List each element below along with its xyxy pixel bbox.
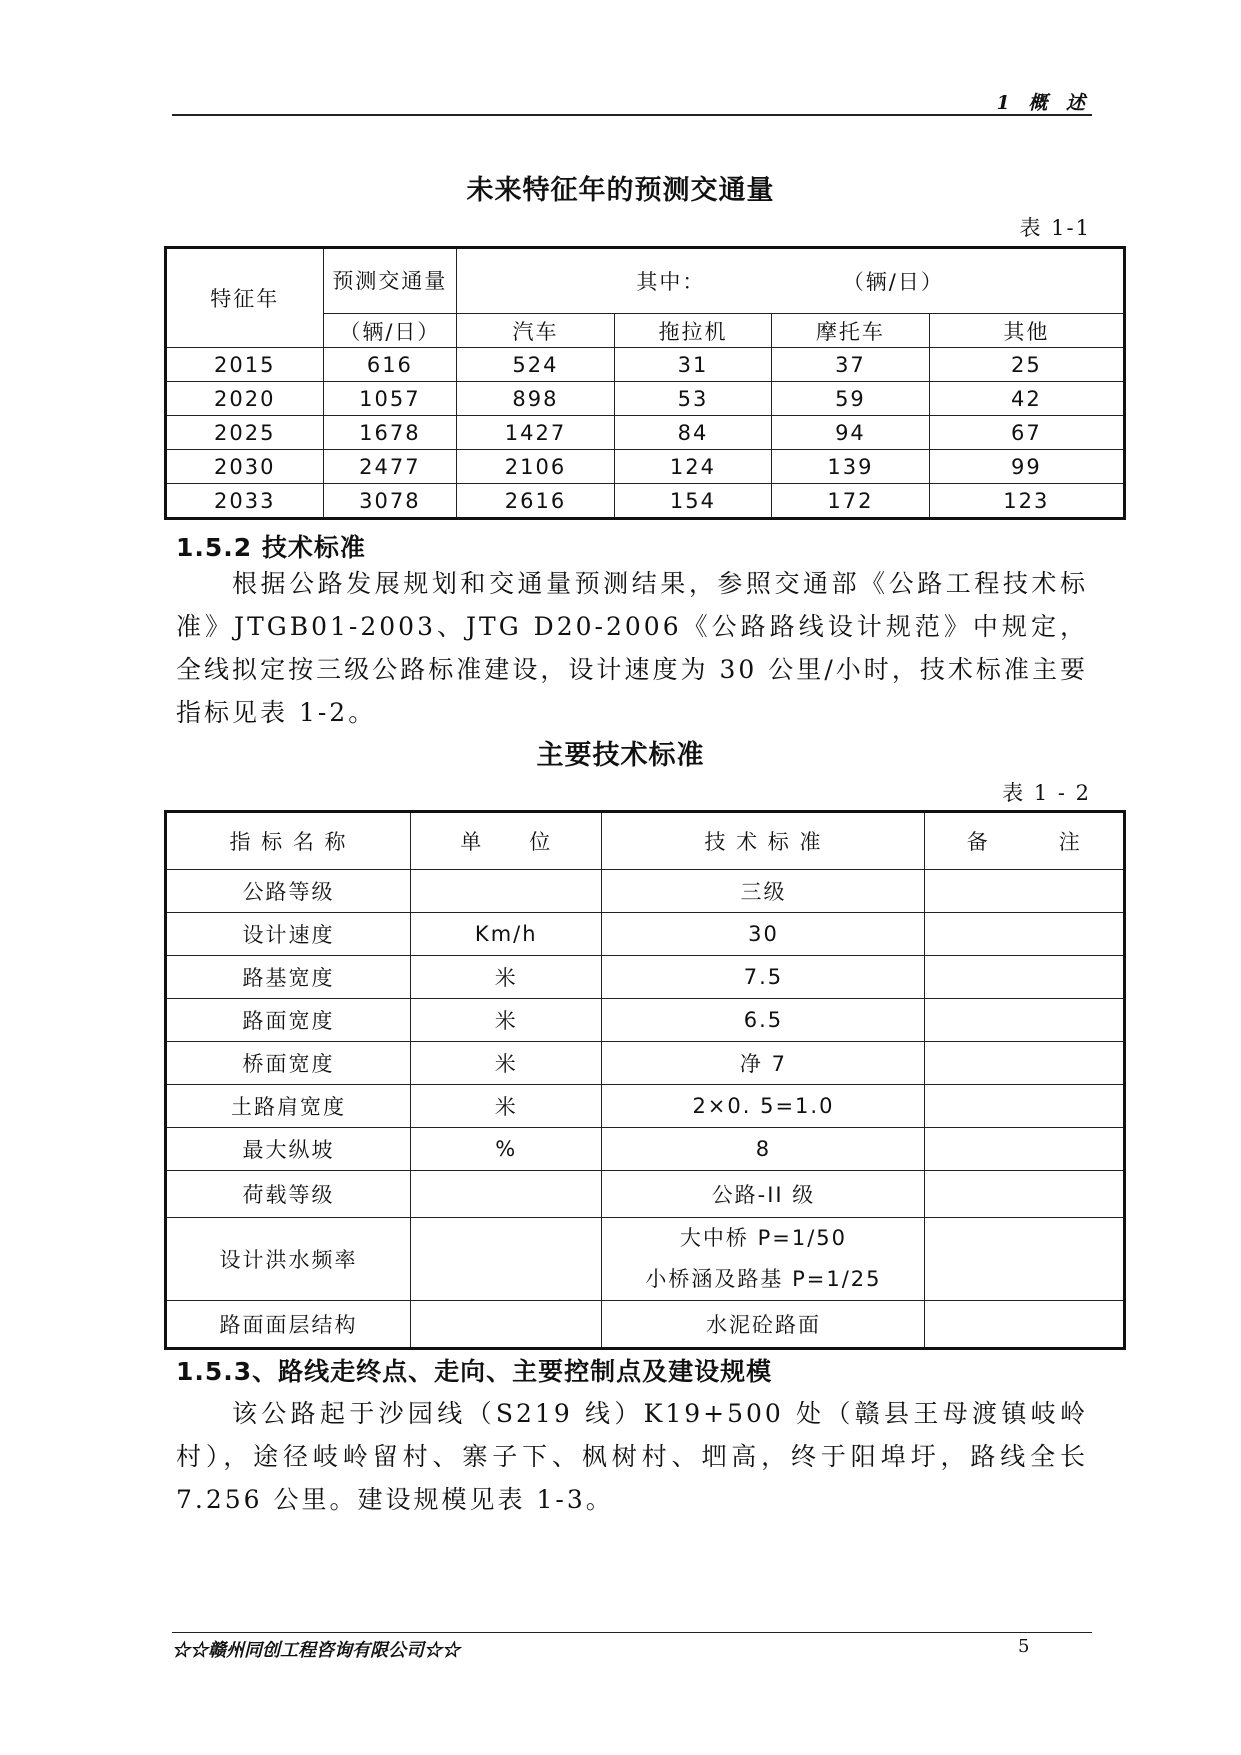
cell-other: 67 (929, 416, 1124, 450)
cell-car: 2106 (457, 450, 615, 484)
table-row (166, 1085, 1125, 1128)
table-row (166, 999, 1125, 1042)
cell-unit (411, 870, 602, 913)
header-motorcycle: 摩托车 (772, 314, 929, 348)
flood-standard-bridges: 大中桥 P=1/50 (679, 1226, 847, 1250)
table-row (166, 913, 1125, 956)
section-1-5-2-heading: 1.5.2 技术标准 (176, 533, 366, 562)
cell-unit: 米 (411, 999, 602, 1042)
technical-standards-table (164, 810, 1126, 1350)
cell-standard: 30 (602, 913, 925, 956)
cell-name: 设计洪水频率 (166, 1218, 411, 1301)
table-row (166, 1218, 1125, 1301)
cell-standard: 8 (602, 1128, 925, 1171)
section-1-5-3-paragraph: 该公路起于沙园线（S219 线）K19+500 处（赣县王母渡镇岐岭村），途径岐岭留村、寨子下、枫树村、垇高，终于阳埠圩，路线全长 7.256 公里。建设规模见表 1-3。 (176, 1399, 1088, 1514)
cell-standard: 水泥砼路面 (602, 1301, 925, 1349)
cell-unit: % (411, 1128, 602, 1171)
table-row (166, 1128, 1125, 1171)
cell-unit (411, 1218, 602, 1301)
cell-forecast: 2477 (323, 450, 457, 484)
cell-unit (411, 1171, 602, 1218)
table1-title: 未来特征年的预测交通量 (466, 175, 775, 206)
table2-title: 主要技术标准 (536, 740, 705, 771)
cell-other: 99 (929, 450, 1124, 484)
page-number: 5 (1018, 1636, 1030, 1657)
header-of-which (457, 248, 1125, 314)
cell-name: 公路等级 (166, 870, 411, 913)
cell-tractor: 154 (614, 484, 771, 519)
header-forecast: 预测交通量 (323, 248, 457, 314)
section-1-5-3-heading: 1.5.3、路线走终点、走向、主要控制点及建设规模 (176, 1357, 773, 1386)
cell-other: 42 (929, 382, 1124, 416)
footer-rule (172, 1632, 1092, 1633)
cell-name: 设计速度 (166, 913, 411, 956)
cell-standard: 公路-II 级 (602, 1171, 925, 1218)
cell-note (925, 913, 1125, 956)
cell-motorcycle: 59 (772, 382, 929, 416)
cell-unit: Km/h (411, 913, 602, 956)
chapter-header: 1 概 述 (996, 92, 1091, 114)
table2-number: 表 1 - 2 (1002, 781, 1091, 805)
header-car: 汽车 (457, 314, 615, 348)
cell-year: 2015 (166, 348, 324, 382)
cell-name: 路面宽度 (166, 999, 411, 1042)
cell-unit: 米 (411, 1085, 602, 1128)
cell-note (925, 1042, 1125, 1085)
cell-standard: 净 7 (602, 1042, 925, 1085)
table-row (166, 956, 1125, 999)
table-row (166, 1171, 1125, 1218)
cell-unit: 米 (411, 956, 602, 999)
cell-note (925, 1301, 1125, 1349)
cell-standard (602, 1218, 925, 1301)
cell-motorcycle: 37 (772, 348, 929, 382)
table-row (166, 382, 1125, 416)
cell-forecast: 1678 (323, 416, 457, 450)
header-standard: 技 术 标 准 (602, 812, 925, 870)
cell-tractor: 84 (614, 416, 771, 450)
cell-unit: 米 (411, 1042, 602, 1085)
cell-year: 2025 (166, 416, 324, 450)
cell-forecast: 3078 (323, 484, 457, 519)
cell-car: 898 (457, 382, 615, 416)
flood-standard-culverts: 小桥涵及路基 P=1/25 (645, 1267, 882, 1291)
cell-note (925, 1171, 1125, 1218)
cell-year: 2030 (166, 450, 324, 484)
table-row (166, 1042, 1125, 1085)
header-indicator-name: 指 标 名 称 (166, 812, 411, 870)
cell-other: 25 (929, 348, 1124, 382)
cell-tractor: 124 (614, 450, 771, 484)
forecast-traffic-table (164, 246, 1126, 520)
header-unit: 单 位 (411, 812, 602, 870)
cell-name: 荷载等级 (166, 1171, 411, 1218)
cell-tractor: 31 (614, 348, 771, 382)
header-forecast-unit: （辆/日） (323, 314, 457, 348)
table-row (166, 450, 1125, 484)
header-of-which-unit: （辆/日） (842, 270, 944, 294)
cell-name: 路面面层结构 (166, 1301, 411, 1349)
header-tractor: 拖拉机 (614, 314, 771, 348)
header-of-which-label: 其中： (636, 270, 706, 294)
cell-unit (411, 1301, 602, 1349)
cell-year: 2033 (166, 484, 324, 519)
cell-name: 路基宽度 (166, 956, 411, 999)
cell-name: 最大纵坡 (166, 1128, 411, 1171)
header-other: 其他 (929, 314, 1124, 348)
cell-note (925, 1128, 1125, 1171)
cell-standard: 7.5 (602, 956, 925, 999)
cell-note (925, 956, 1125, 999)
cell-note (925, 1085, 1125, 1128)
cell-motorcycle: 94 (772, 416, 929, 450)
cell-standard: 三级 (602, 870, 925, 913)
cell-standard: 2×0. 5=1.0 (602, 1085, 925, 1128)
cell-car: 524 (457, 348, 615, 382)
cell-motorcycle: 139 (772, 450, 929, 484)
cell-motorcycle: 172 (772, 484, 929, 519)
cell-other: 123 (929, 484, 1124, 519)
cell-car: 2616 (457, 484, 615, 519)
cell-forecast: 1057 (323, 382, 457, 416)
table-row (166, 416, 1125, 450)
table1-number: 表 1-1 (1019, 216, 1091, 240)
table-row (166, 484, 1125, 519)
header-note: 备 注 (925, 812, 1125, 870)
table-row (166, 1301, 1125, 1349)
cell-note (925, 1218, 1125, 1301)
table-row (166, 348, 1125, 382)
cell-car: 1427 (457, 416, 615, 450)
cell-standard: 6.5 (602, 999, 925, 1042)
section-1-5-2-paragraph: 根据公路发展规划和交通量预测结果，参照交通部《公路工程技术标准》JTGB01-2003、JTG D20-2006《公路路线设计规范》中规定，全线拟定按三级公路标准建设，设计速度为 30 公里/小时，技术标准主要指标见表 1-2。 (176, 569, 1088, 727)
cell-name: 桥面宽度 (166, 1042, 411, 1085)
cell-note (925, 870, 1125, 913)
cell-forecast: 616 (323, 348, 457, 382)
cell-year: 2020 (166, 382, 324, 416)
cell-tractor: 53 (614, 382, 771, 416)
cell-note (925, 999, 1125, 1042)
table-row (166, 870, 1125, 913)
header-year: 特征年 (166, 248, 324, 348)
footer-company: ☆☆赣州同创工程咨询有限公司☆☆ (172, 1640, 460, 1661)
header-rule (172, 114, 1092, 116)
cell-name: 土路肩宽度 (166, 1085, 411, 1128)
